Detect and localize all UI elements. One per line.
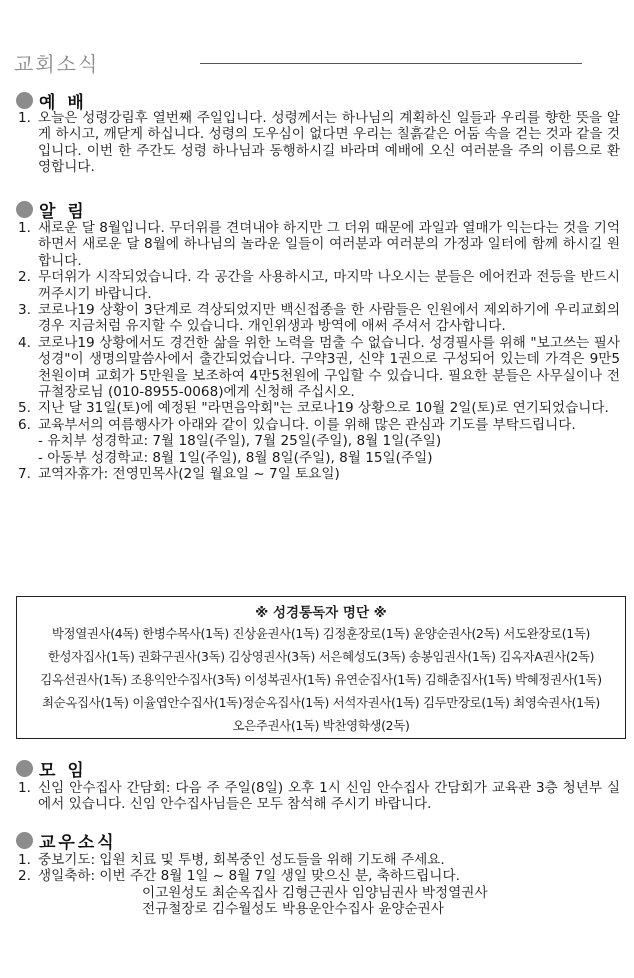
- worship-list: [18, 110, 620, 176]
- list-item: 3. 코로나19 상황이 3단계로 격상되었지만 백신접종을 한 사람들은 인원에서 제외하기에 우리교회의 경우 지금처럼 유지할 수 있습니다. 개인위생과 방역에 애써 주셔서 감사합니다.: [18, 302, 620, 335]
- list-item: 2. 생일축하: 이번 주간 8월 1일 ~ 8월 7일 생일 맞으신 분, 축하드립니다.: [18, 868, 460, 885]
- circle-bullet-icon: [16, 832, 33, 849]
- section-label: 교우소식: [39, 832, 117, 853]
- bible-reading-box: [16, 596, 626, 739]
- list-item: 5. 지난 달 31일(토)에 예정된 "라면음악회"는 코로나19 상황으로 10월 2일(토)로 연기되었습니다.: [18, 400, 609, 417]
- reader-row: 김옥선권사(1독) 조용익안수집사(3독) 이성복권사(1독) 유연순집사(1독) 김해춘집사(1독) 박혜정권사(1독): [40, 672, 602, 687]
- list-item: 7. 교역자휴가: 전영민목사(2일 월요일 ~ 7일 토요일): [18, 466, 340, 483]
- reader-row: 오은주권사(1독) 박찬영학생(2독): [232, 718, 410, 733]
- section-label: 알 림: [39, 201, 87, 222]
- reader-row: 한성자집사(1독) 권화구권사(3독) 김상영권사(3독) 서은혜성도(3독) 송봉임권사(1독) 김옥자A권사(2독): [47, 649, 595, 664]
- section-meeting: [16, 757, 87, 779]
- members-news-list: [18, 852, 620, 918]
- list-item: 4. 코로나19 상황에서도 경건한 삶을 위한 노력을 멈출 수 없습니다. 성경필사를 위해 "보고쓰는 필사성경"이 생명의말씀사에서 출간되었습니다. 구약3권, 신약 1권으로 구성되어 있는데 가격은 9만5천원이며 교회가 5만원을 보조하여 4만5천원에 구입할 수 있습니다. 필요한 분들은 사무실이나 전규철장로님 (010-8955-0068)에게 신청해 주십시오.: [18, 334, 620, 401]
- reader-row: 최순옥집사(1독) 이율엽안수집사(1독)정순옥집사(1독) 서석자권사(1독) 김두만장로(1독) 최영숙권사(1독): [42, 695, 600, 710]
- meeting-list: [18, 780, 620, 813]
- sub-item: - 아동부 성경학교: 8월 1일(주일), 8월 8일(주일), 8월 15일(주일): [38, 449, 433, 466]
- circle-bullet-icon: [16, 92, 33, 109]
- birthday-names: 전규철장로 김수월성도 박용운안수집사 윤양순권사: [142, 901, 444, 918]
- reader-row: 박정열권사(4독) 한병수목사(1독) 진상윤권사(1독) 김정훈장로(1독) 윤양순권사(2독) 서도완장로(1독): [51, 626, 591, 641]
- list-item: 6. 교육부서의 여름행사가 아래와 같이 있습니다. 이를 위해 많은 관심과 기도를 부탁드립니다.: [18, 416, 576, 433]
- notice-list: [18, 220, 620, 483]
- sub-item: - 유치부 성경학교: 7월 18일(주일), 7월 25일(주일), 8월 1일(주일): [38, 433, 442, 450]
- section-label: 예 배: [39, 92, 87, 113]
- birthday-names: 이고원성도 최순옥집사 김형근권사 임양님권사 박정열권사: [142, 884, 488, 901]
- box-title: ※ 성경통독자 명단 ※: [255, 605, 387, 621]
- section-notice: [16, 198, 87, 220]
- title-divider: [200, 63, 582, 64]
- list-item: 2. 무더위가 시작되었습니다. 각 공간을 사용하시고, 마지막 나오시는 분들은 에어컨과 전등을 반드시 꺼주시기 바랍니다.: [18, 269, 620, 302]
- section-members-news: [16, 829, 117, 851]
- list-item: 1. 신임 안수집사 간담회: 다음 주 주일(8일) 오후 1시 신임 안수집사 간담회가 교육관 3층 청년부 실에서 있습니다. 신임 안수집사님들은 모두 참석해 주시기 바랍니다.: [18, 780, 620, 813]
- list-item: 1. 중보기도: 입원 치료 및 투병, 회복중인 성도들을 위해 기도해 주세요.: [18, 852, 445, 868]
- section-label: 모 임: [39, 760, 87, 781]
- circle-bullet-icon: [16, 201, 33, 218]
- page-title: 교회소식: [14, 52, 100, 76]
- section-worship: [16, 89, 87, 111]
- circle-bullet-icon: [16, 760, 33, 777]
- list-item: 1. 새로운 달 8월입니다. 무더위를 견뎌내야 하지만 그 더위 때문에 과일과 열매가 익는다는 것을 기억하면서 새로운 달 8월에 하나님의 놀라운 일들이 여러분과 여러분의 가정과 일터에 함께 하시길 원합니다.: [18, 220, 620, 269]
- list-item: 1. 오늘은 성령강림후 열번째 주일입니다. 성령께서는 하나님의 계획하신 일들과 우리를 향한 뜻을 알게 하시고, 깨닫게 하십니다. 성령의 도우심이 없다면 우리는 칠흙같은 어둠 속을 걷는 것과 같을 것입니다. 이번 한 주간도 성령 하나님과 동행하시길 바라며 예배에 오신 여러분을 주의 이름으로 환영합니다.: [18, 110, 620, 176]
